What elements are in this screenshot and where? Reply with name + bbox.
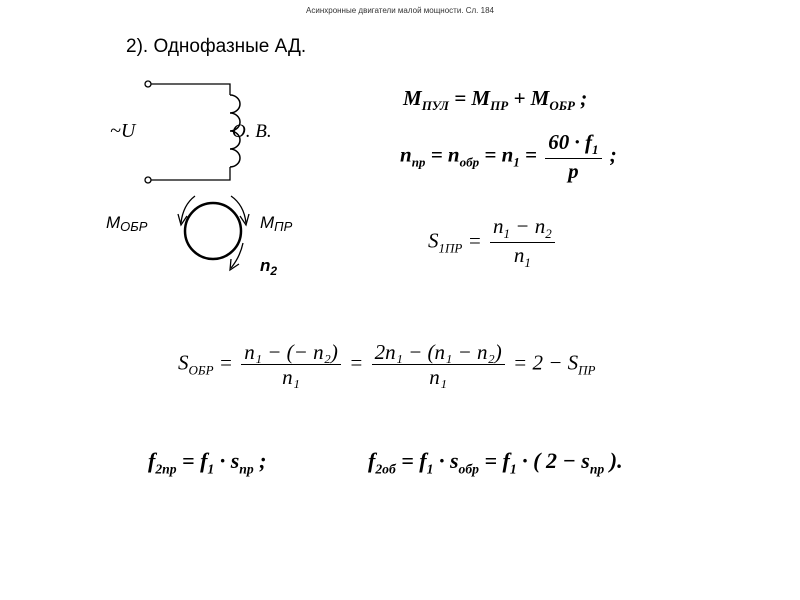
m-obr-label: MОБР — [106, 213, 148, 234]
rotor-circle — [185, 203, 241, 259]
wire-bottom — [151, 167, 230, 180]
supply-label: ~U — [110, 120, 136, 142]
equation-rotor-freq-backward: $f_{2об} = f_1 \cdot s_{обр} = f_1$ · ( $2 - s_{пр}$ ). — [368, 448, 623, 477]
equation-forward-slip: $S_{1ПР}$ = $\frac{n_1 - n_2}{n_1}$ — [428, 214, 558, 271]
equation-torque-sum: $M_{ПУЛ} = M_{ПР} + M_{ОБР}$ ; — [403, 86, 588, 114]
section-heading: 2). Однофазные АД. — [126, 36, 307, 57]
terminal-bottom — [145, 177, 151, 183]
winding-label: О. В. — [232, 121, 272, 142]
backward-slip-fraction-1: $\frac{\text{n₁ − (− n₂)}}{\text{n₁}}$ — [241, 340, 341, 389]
motor-circuit-diagram — [100, 75, 340, 290]
terminal-top — [145, 81, 151, 87]
equation-backward-slip: $S_{ОБР}$ = $\frac{\text{n₁ − (− n₂)}}{\text{n₁}}$ = $\frac{\text{2n₁ − (n₁ − n₂)}}{\text{n₁}}$ = $2 - S_{ПР}$ — [178, 340, 596, 390]
slide-header: Асинхронные двигатели малой мощности. Сл. 184 — [306, 6, 494, 15]
equation-rotor-freq-forward: $f_{2пр} = f_1 \cdot s_{пр}$ ; — [148, 448, 267, 477]
wire-top — [151, 84, 230, 95]
backward-slip-fraction-2: $\frac{\text{2n₁ − (n₁ − n₂)}}{\text{n₁}}$ — [372, 340, 505, 389]
forward-slip-fraction: $\frac{n_1 - n_2}{n_1}$ — [490, 214, 555, 271]
rotation-arrowhead — [230, 259, 239, 270]
sync-speed-fraction: $\frac{60 \cdot f_1}{p}$ — [545, 130, 601, 183]
equation-sync-speed: $n_{пр} = n_{обр} = n_1$ = $\frac{60 \cdot f_1}{p}$ ; — [400, 130, 617, 184]
n2-label: $n_2$ — [260, 256, 278, 278]
m-pr-label: MПР — [260, 213, 293, 234]
